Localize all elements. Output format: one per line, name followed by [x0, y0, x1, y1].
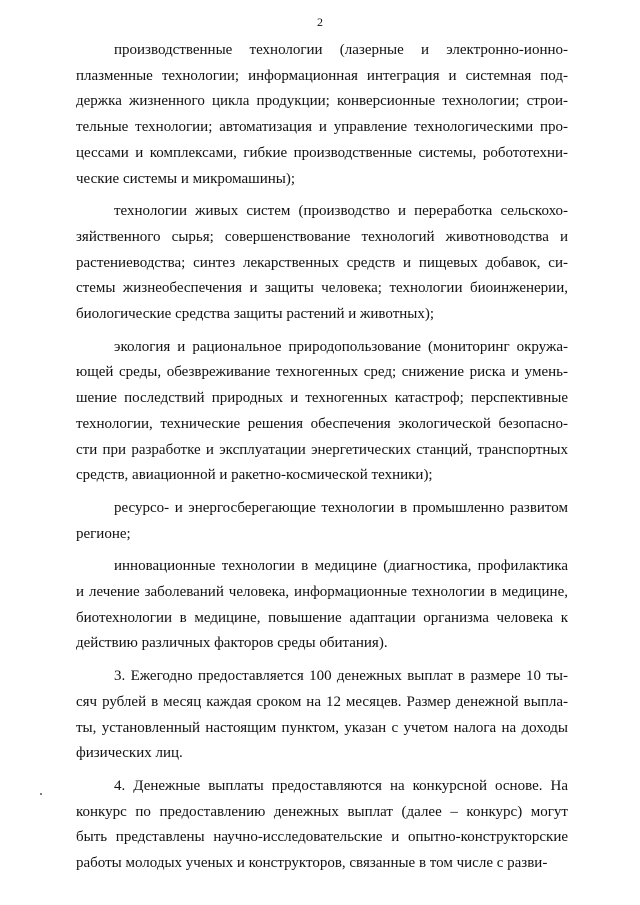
document-body	[76, 38, 568, 877]
paragraph	[76, 664, 568, 767]
paragraph	[76, 554, 568, 657]
text-line: ресурсо- и энергосберегающие технологии в промышленно развитом	[114, 499, 568, 516]
paragraph	[76, 38, 568, 192]
text-line: 3. Ежегодно предоставляется 100 денежных выплат в размере 10 ты-	[114, 668, 568, 685]
text-line: плазменные технологии; информационная интеграция и системная под-	[76, 67, 568, 84]
text-line: средств, авиационной и ракетно-космической техники);	[76, 467, 433, 484]
text-line: технологии, технические решения обеспечения экологической безопасно-	[76, 415, 568, 432]
text-line: инновационные технологии в медицине (диагностика, профилактика	[114, 558, 568, 575]
text-line: ющей среды, обезвреживание техногенных сред; снижение риска и умень-	[76, 364, 568, 381]
text-line: 4. Денежные выплаты предоставляются на конкурсной основе. На	[114, 777, 568, 794]
text-line: экология и рациональное природопользование (мониторинг окружа-	[114, 338, 568, 355]
text-line: ты, установленный настоящим пунктом, указан с учетом налога на доходы	[76, 719, 568, 736]
paragraph	[76, 335, 568, 489]
text-line: технологии живых систем (производство и переработка сельскохо-	[114, 203, 568, 220]
text-line: конкурс по предоставлению денежных выплат (далее – конкурс) могут	[76, 803, 568, 820]
text-line: тельные технологии; автоматизация и управление технологическими про-	[76, 119, 568, 136]
text-line: биотехнологии в медицине, повышение адаптации организма человека к	[76, 609, 568, 626]
scan-speck	[40, 793, 42, 795]
paragraph	[76, 774, 568, 877]
page-number: 2	[317, 15, 323, 29]
text-line: биологические средства защиты растений и животных);	[76, 306, 435, 323]
text-line: регионе;	[76, 525, 131, 542]
text-line: производственные технологии (лазерные и электронно-ионно-	[114, 42, 568, 58]
text-line: быть представлены научно-исследовательские и опытно-конструкторские	[76, 829, 568, 846]
text-line: физических лиц.	[76, 745, 183, 762]
text-line: стемы жизнеобеспечения и защиты человека; технологии биоинженерии,	[76, 280, 568, 297]
text-line: растениеводства; синтез лекарственных средств и пищевых добавок, си-	[76, 254, 568, 271]
text-line: ческие системы и микромашины);	[76, 170, 296, 187]
text-line: сяч рублей в месяц каждая сроком на 12 месяцев. Размер денежной выпла-	[76, 693, 568, 710]
text-line: работы молодых ученых и конструкторов, связанные в том числе с разви-	[76, 855, 548, 872]
text-line: шение последствий природных и техногенных катастроф; перспективные	[76, 390, 568, 407]
text-line: зяйственного сырья; совершенствование технологий животноводства и	[76, 228, 568, 245]
text-line: действию различных факторов среды обитания).	[76, 635, 388, 652]
paragraph	[76, 199, 568, 328]
text-line: цессами и комплексами, гибкие производственные системы, робототехни-	[76, 144, 568, 161]
text-line: и лечение заболеваний человека, информационные технологии в медицине,	[76, 584, 568, 601]
paragraph	[76, 496, 568, 547]
text-line: сти при разработке и эксплуатации энергетических станций, транспортных	[76, 441, 568, 458]
text-line: держка жизненного цикла продукции; конверсионные технологии; строи-	[76, 93, 568, 110]
